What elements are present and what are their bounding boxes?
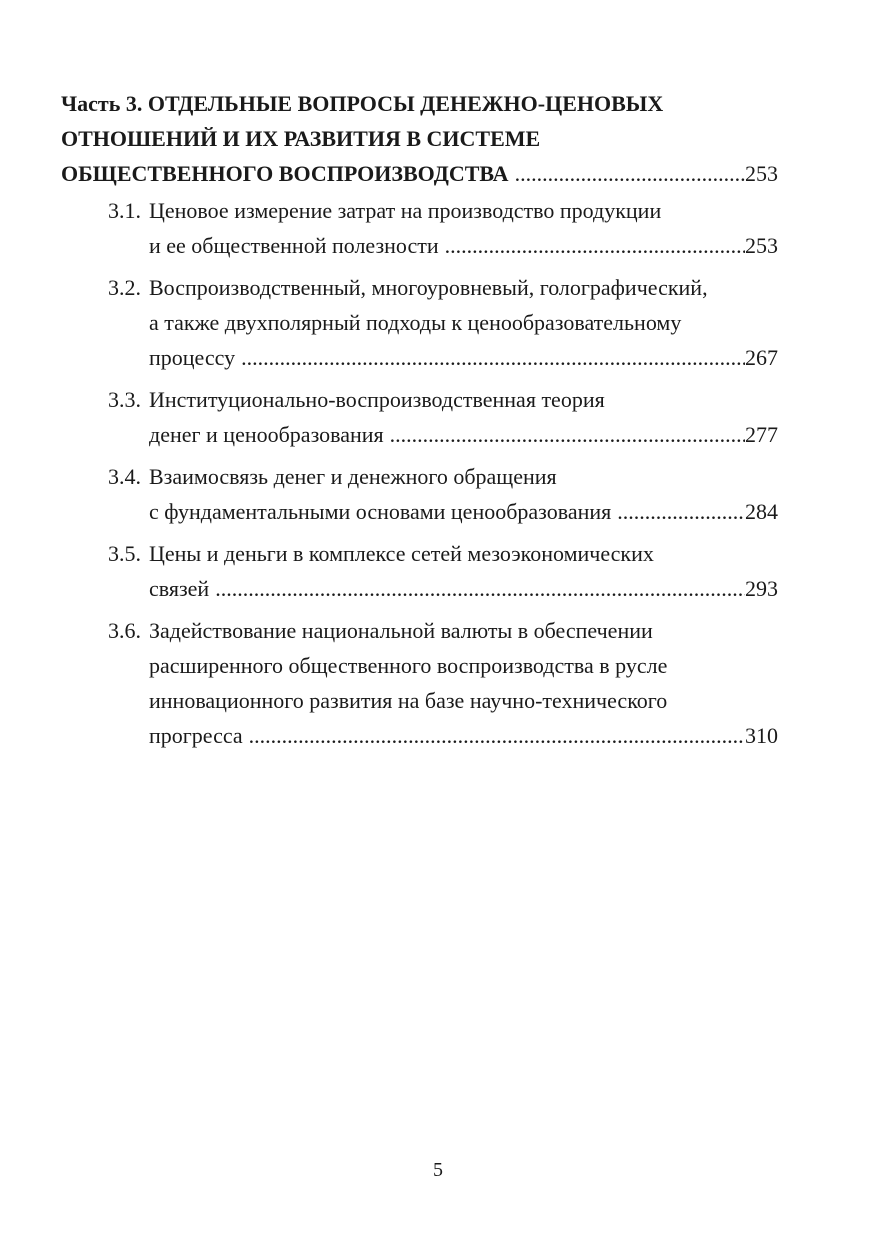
entry-leader-line xyxy=(149,494,778,529)
dot-leader xyxy=(215,571,745,606)
entry-leader-line xyxy=(149,417,778,452)
entry-leader-line xyxy=(149,228,778,263)
page-footer-number: 5 xyxy=(433,1159,443,1181)
entry-title-line: денег и ценообразования xyxy=(149,422,384,447)
part-title-line: Часть 3. ОТДЕЛЬНЫЕ ВОПРОСЫ ДЕНЕЖНО-ЦЕНОВЫХ xyxy=(61,91,664,116)
entry-title-line: расширенного общественного воспроизводства в русле xyxy=(149,653,668,678)
toc-part-heading xyxy=(61,86,778,191)
toc-entry xyxy=(61,536,778,606)
toc-entry xyxy=(61,270,778,375)
entry-title-line: прогресса xyxy=(149,723,243,748)
dot-leader xyxy=(241,340,745,375)
part-title-leader-line xyxy=(61,156,778,191)
entry-number: 3.5. xyxy=(108,541,141,566)
toc-page-number: 267 xyxy=(745,345,778,370)
toc-page-number: 293 xyxy=(745,576,778,601)
part-title-line: ОТНОШЕНИЙ И ИХ РАЗВИТИЯ В СИСТЕМЕ xyxy=(61,126,541,151)
toc-page-number: 310 xyxy=(745,723,778,748)
entry-title-line: Воспроизводственный, многоуровневый, голографический, xyxy=(149,275,708,300)
entry-title-line: процессу xyxy=(149,345,236,370)
toc-entries xyxy=(61,193,778,753)
entry-title-line: а также двухполярный подходы к ценообразовательному xyxy=(149,310,682,335)
entry-number: 3.1. xyxy=(108,198,141,223)
entry-title-line: Ценовое измерение затрат на производство продукции xyxy=(149,198,662,223)
entry-title-line: Взаимосвязь денег и денежного обращения xyxy=(149,464,557,489)
toc-page-number: 277 xyxy=(745,422,778,447)
dot-leader xyxy=(515,156,745,191)
entry-number: 3.3. xyxy=(108,387,141,412)
toc-entry xyxy=(61,613,778,753)
part-title-line: ОБЩЕСТВЕННОГО ВОСПРОИЗВОДСТВА xyxy=(61,161,509,186)
entry-number: 3.4. xyxy=(108,464,141,489)
toc-entry xyxy=(61,459,778,529)
entry-title-line: с фундаментальными основами ценообразования xyxy=(149,499,612,524)
entry-number: 3.6. xyxy=(108,618,141,643)
toc-page-number: 253 xyxy=(745,161,778,186)
dot-leader xyxy=(390,417,745,452)
dot-leader xyxy=(249,718,745,753)
entry-title-line: Задействование национальной валюты в обеспечении xyxy=(149,618,653,643)
dot-leader xyxy=(445,228,745,263)
entry-title-line: Институционально-воспроизводственная теория xyxy=(149,387,605,412)
entry-number: 3.2. xyxy=(108,275,141,300)
toc-entry xyxy=(61,382,778,452)
entry-title-line: инновационного развития на базе научно-технического xyxy=(149,688,668,713)
toc-page-number: 253 xyxy=(745,233,778,258)
entry-leader-line xyxy=(149,718,778,753)
entry-leader-line xyxy=(149,571,778,606)
toc-entry xyxy=(61,193,778,263)
entry-title-line: связей xyxy=(149,576,210,601)
entry-title-line: и ее общественной полезности xyxy=(149,233,439,258)
entry-title-line: Цены и деньги в комплексе сетей мезоэкономических xyxy=(149,541,654,566)
dot-leader xyxy=(617,494,745,529)
toc-page-number: 284 xyxy=(745,499,778,524)
entry-leader-line xyxy=(149,340,778,375)
table-of-contents xyxy=(61,86,778,760)
